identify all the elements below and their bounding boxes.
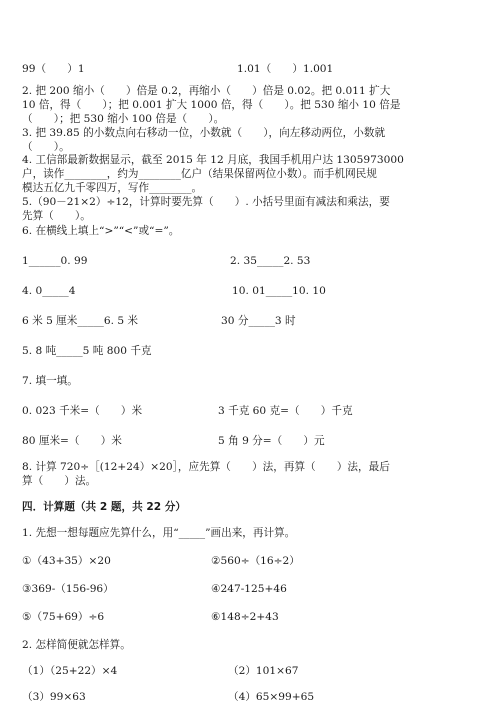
question-5-line: 先算（ ）。 <box>22 210 91 222</box>
calc-expression: ②560÷（16÷2） <box>211 555 300 567</box>
calc-expression: ①（43+35）×20 <box>22 555 111 567</box>
calc-expression: （1）（25+22）×4 <box>22 665 118 677</box>
calc-prompt: 2. 怎样简便就怎样算。 <box>22 639 131 651</box>
question-4-line: 4. 工信部最新数据显示，截至 2015 年 12 月底，我国手机用户达 1305973000 <box>22 154 404 166</box>
calc-expression: ⑤（75+69）÷6 <box>22 611 105 623</box>
fill-item: 80 厘米=（ ）米 <box>22 435 122 447</box>
compare-item: 6 米 5 厘米_____6. 5 米 <box>22 315 139 327</box>
compare-item: 10. 01_____10. 10 <box>232 285 326 297</box>
question-3-line: （ ）。 <box>22 141 70 153</box>
question-8-line: 8. 计算 720÷［(12+24）×20］，应先算（ ）法，再算（ ）法，最后 <box>22 461 390 473</box>
question-2-line: 10 倍，得（ ）；把 0.001 扩大 1000 倍，得（ ）。把 530 缩小 10 倍是 <box>22 99 401 111</box>
calc-expression: ④247-125+46 <box>211 583 287 595</box>
compare-item: 4. 0_____4 <box>22 285 76 297</box>
compare-item: 30 分_____3 时 <box>221 315 296 327</box>
compare-item: 1______0. 99 <box>22 255 88 267</box>
calc-expression: （3）99×63 <box>22 691 86 703</box>
compare-item: 99（ ）1 <box>22 63 85 75</box>
section-heading: 四．计算题（共 2 题，共 22 分） <box>22 501 186 513</box>
fill-item: 3 千克 60 克=（ ）千克 <box>218 405 353 417</box>
calc-expression: （2）101×67 <box>228 665 299 677</box>
compare-item: 1.01（ ）1.001 <box>237 63 334 75</box>
question-2-line: 2. 把 200 缩小（ ）倍是 0.2，再缩小（ ）倍是 0.02。把 0.011 扩大 <box>22 85 391 97</box>
question-8-line: 算（ ）法。 <box>22 475 97 487</box>
calc-expression: ⑥148÷2+43 <box>211 611 279 623</box>
compare-item: 2. 35_____2. 53 <box>230 255 311 267</box>
calc-prompt: 1. 先想一想每题应先算什么，用“_____”画出来，再计算。 <box>22 527 296 539</box>
question-7-prompt: 7. 填一填。 <box>22 375 78 387</box>
question-5-line: 5.（90－21×2）÷12，计算时要先算（ ）. 小括号里面有减法和乘法，要 <box>22 196 390 208</box>
calc-expression: ③369-（156-96） <box>22 583 114 595</box>
question-3-line: 3. 把 39.85 的小数点向右移动一位，小数就（ ），向左移动两位，小数就 <box>22 127 386 139</box>
question-4-line: 模达五亿九千零四万，写作________。 <box>22 182 203 194</box>
fill-item: 5 角 9 分=（ ）元 <box>218 435 325 447</box>
calc-expression: （4）65×99+65 <box>228 691 315 703</box>
compare-item: 5. 8 吨_____5 吨 800 千克 <box>22 345 152 357</box>
fill-item: 0. 023 千米=（ ）米 <box>22 405 143 417</box>
question-4-line: 户，读作________，约为________亿户（结果保留两位小数）。而手机网民规 <box>22 168 377 180</box>
question-2-line: （ ）；把 530 缩小 100 倍是（ ）。 <box>22 113 225 125</box>
question-6-prompt: 6. 在横线上填上“>”“<”或“=”。 <box>22 225 180 237</box>
